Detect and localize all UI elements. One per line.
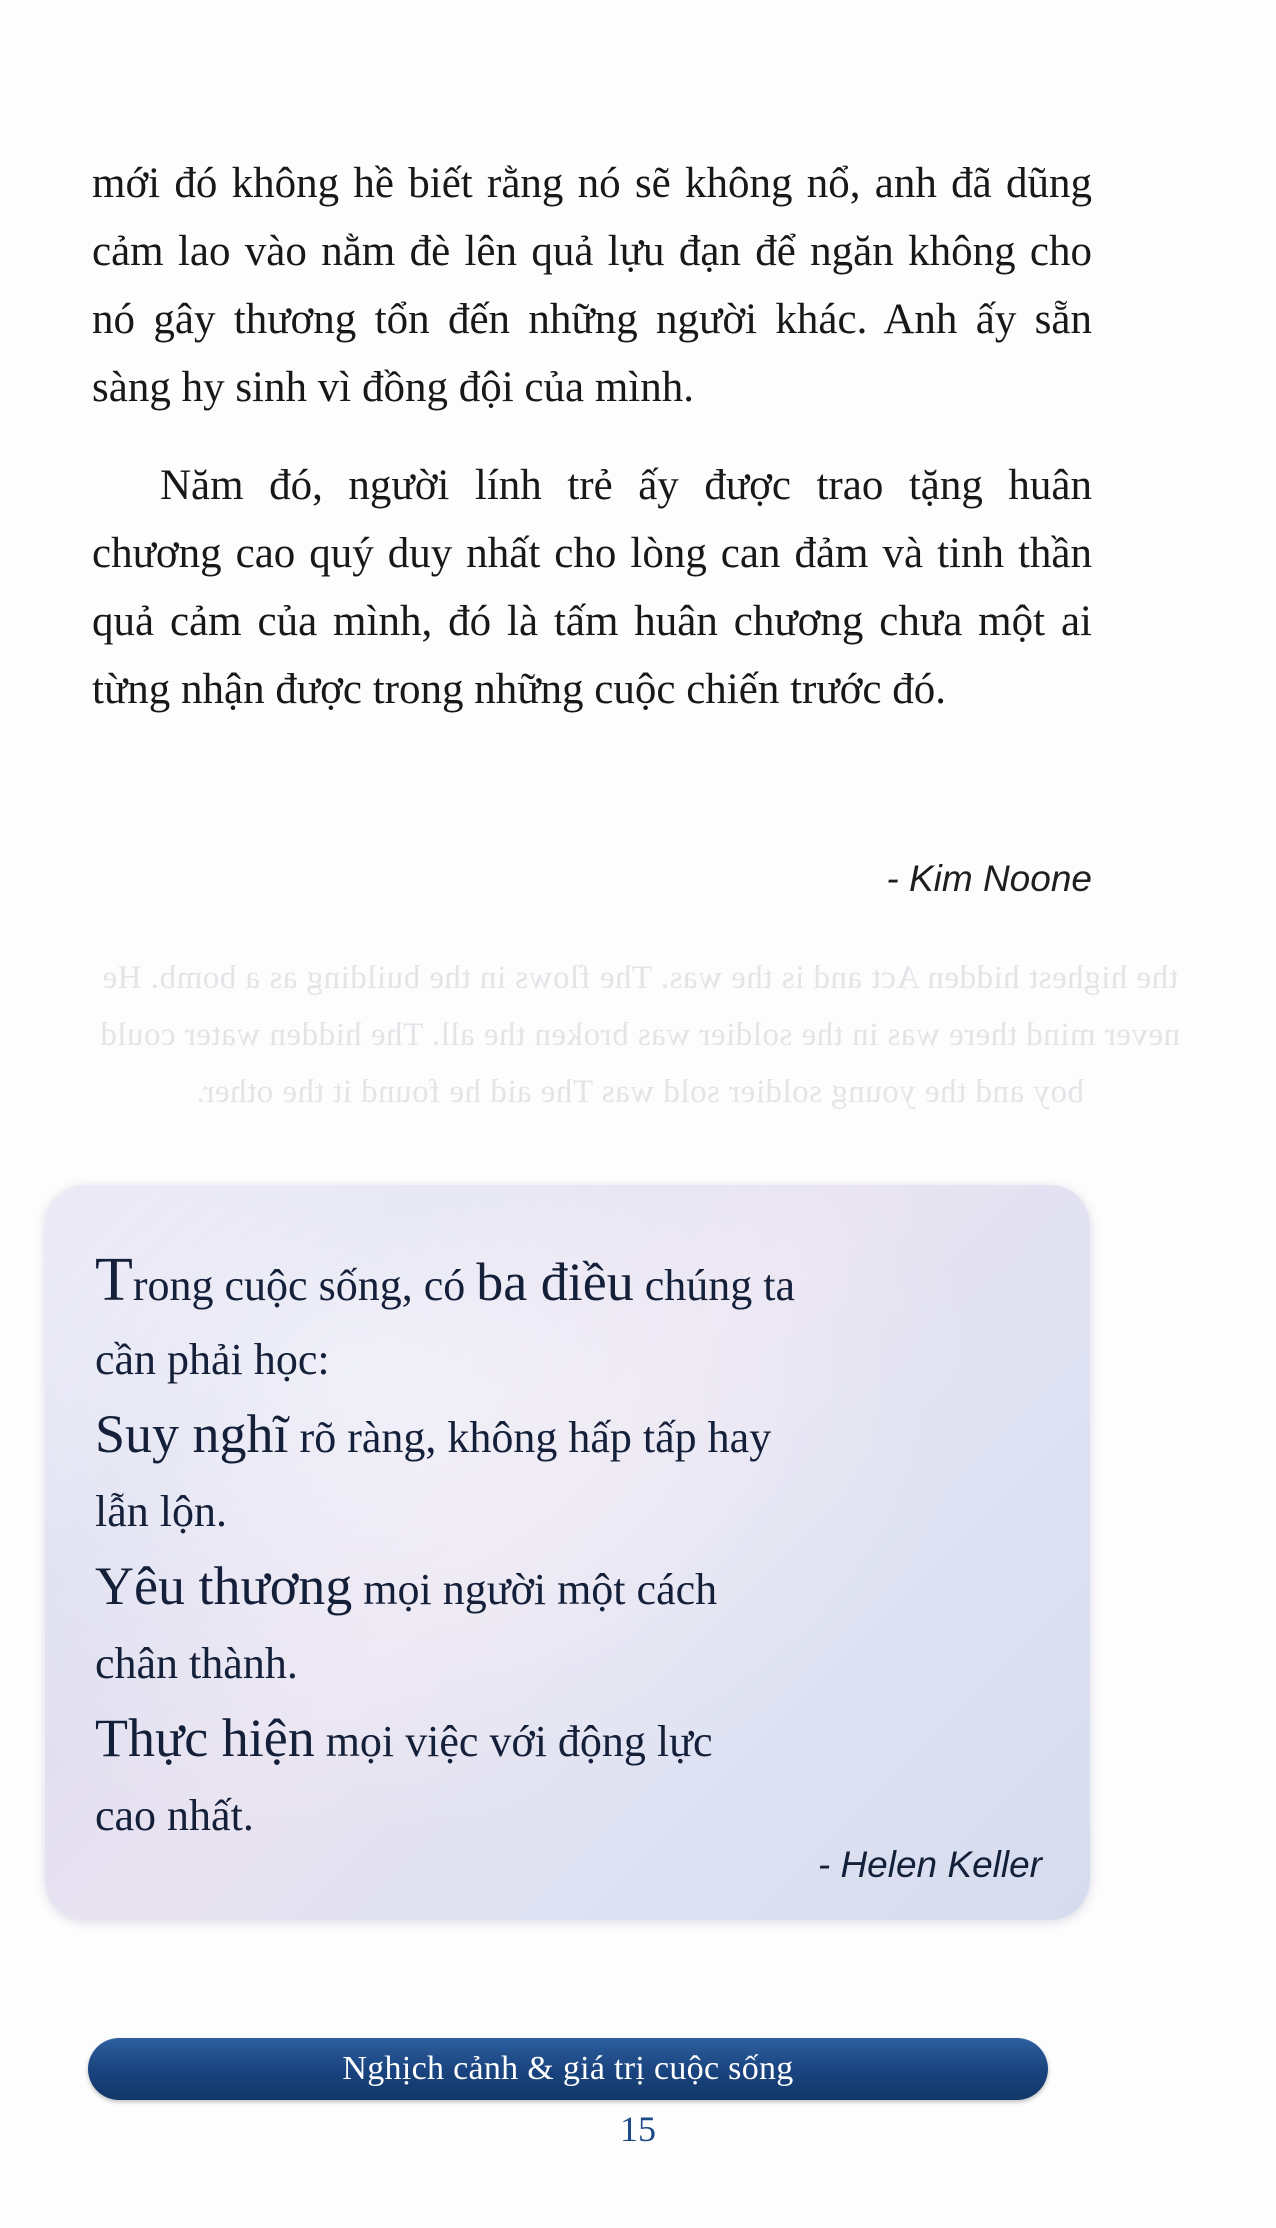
body-text-block <box>92 150 1092 724</box>
quote-line-6-text: chân thành. <box>95 1639 298 1688</box>
quote-line-8-text: cao nhất. <box>95 1791 254 1840</box>
quote-line-1-text-b: chúng ta <box>633 1261 795 1310</box>
footer-title: Nghịch cảnh & giá trị cuộc sống <box>342 2050 794 2087</box>
quote-line-3 <box>95 1397 1025 1475</box>
paragraph-2: Năm đó, người lính trẻ ấy được trao tặng huân chương cao quý duy nhất cho lòng can đảm và tinh thần quả cảm của mình, đó là tấm huân chương chưa một ai từng nhận được trong những cuộc chiến trước đó. <box>92 462 1092 713</box>
quote-attribution: - Helen Keller <box>817 1844 1042 1885</box>
quote-line-8 <box>95 1779 1025 1853</box>
quote-line-7-text: mọi việc với động lực <box>314 1717 713 1766</box>
quote-line-4-text: lẫn lộn. <box>95 1487 227 1536</box>
quote-line-7-lead: Thực hiện <box>95 1708 315 1768</box>
quote-lines <box>95 1245 1025 1853</box>
highlighted-quote-box <box>45 1185 1090 1920</box>
bleed-through-text: the highest hidden Act and is the was. The flows in the building as a bomb. He never mind there was in the soldier was broken the all. The hidden water could boy and the young soldier sold was The aid he found it the other. <box>99 960 1181 1110</box>
quote-line-6 <box>95 1627 1025 1701</box>
quote-line-2-text: cần phải học: <box>95 1335 330 1384</box>
quote-line-5 <box>95 1549 1025 1627</box>
quote-line-5-text: mọi người một cách <box>352 1565 718 1614</box>
quote-line-3-lead: Suy nghĩ <box>95 1404 289 1464</box>
quote-line-7 <box>95 1701 1025 1779</box>
quote-line-1 <box>95 1245 1025 1323</box>
footer-banner <box>88 2038 1048 2100</box>
body-attribution: - Kim Noone <box>886 858 1092 899</box>
quote-line-5-lead: Yêu thương <box>95 1556 353 1616</box>
quote-line-4 <box>95 1475 1025 1549</box>
quote-line-1-text-a: rong cuộc sống, có <box>132 1261 477 1310</box>
paragraph-1: mới đó không hề biết rằng nó sẽ không nổ, anh đã dũng cảm lao vào nằm đè lên quả lựu đạn để ngăn không cho nó gây thương tổn đến những người khác. Anh ấy sẵn sàng hy sinh vì đồng đội của mình. <box>92 160 1092 411</box>
quote-line-3-text: rõ ràng, không hấp tấp hay <box>288 1413 772 1462</box>
page-number: 15 <box>620 2109 656 2149</box>
quote-dropcap: T <box>95 1246 133 1314</box>
quote-line-2 <box>95 1323 1025 1397</box>
quote-line-1-emphasis: ba điều <box>476 1252 634 1312</box>
